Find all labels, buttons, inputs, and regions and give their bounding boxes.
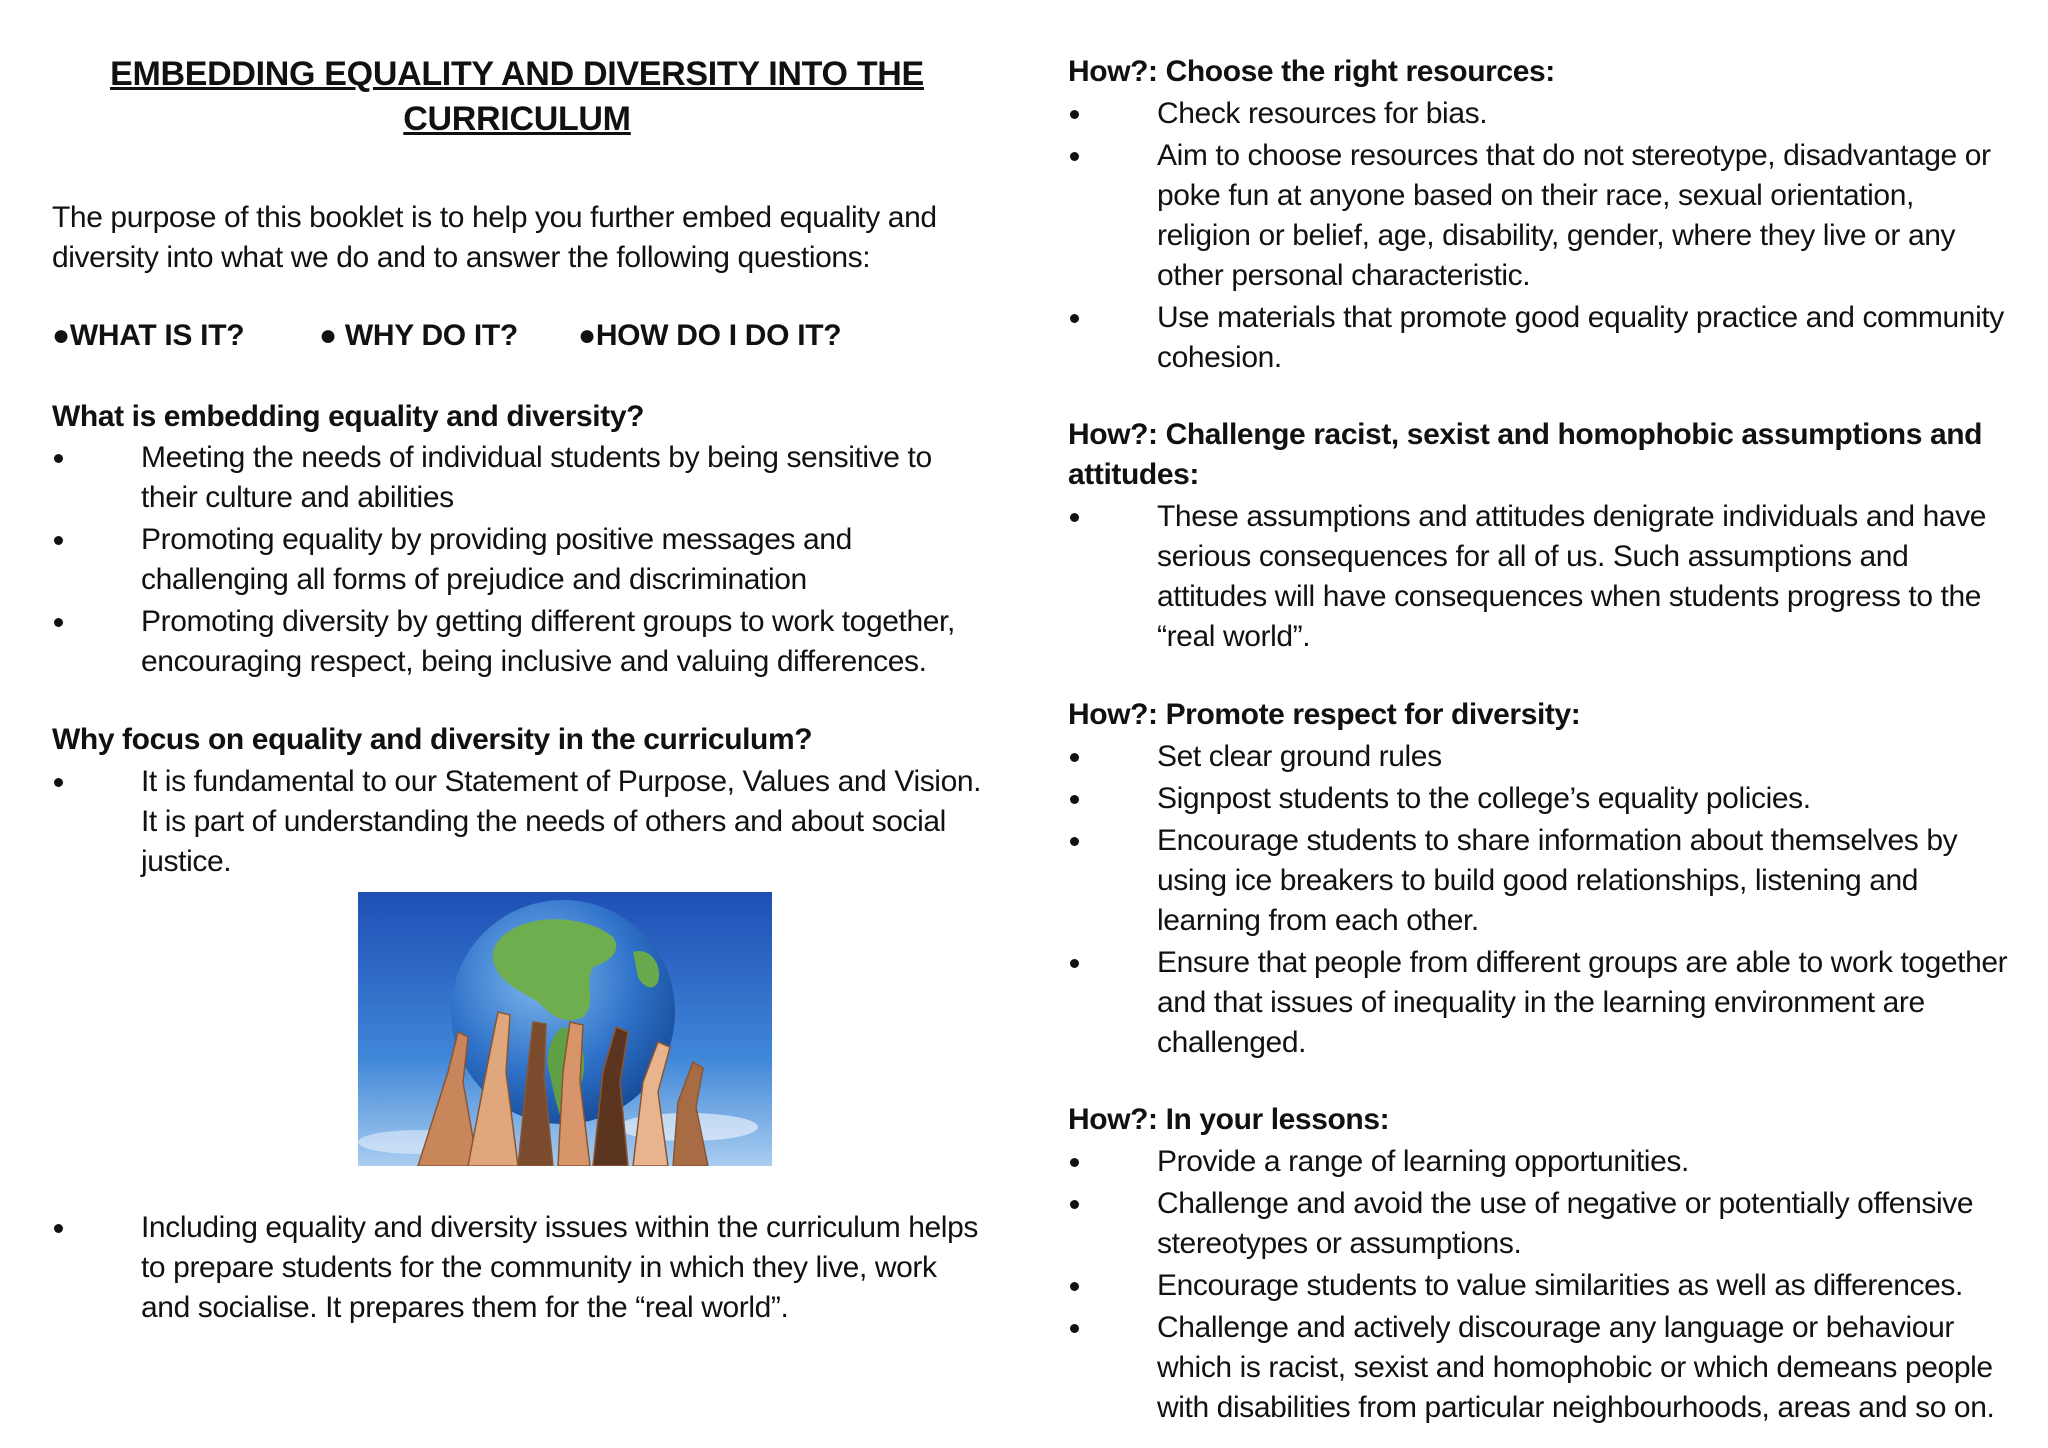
list-item: Challenge and avoid the use of negative or potentially offensive stereotypes or assumptions. [1068,1184,2008,1264]
list-item: Ensure that people from different groups are able to work together and that issues of inequality in the learning environment are challenged. [1068,943,2008,1063]
bullet-icon [54,454,63,463]
bullet-icon [54,618,63,627]
list-item: Promoting equality by providing positive messages and challenging all forms of prejudice and discrimination [52,520,992,600]
list-item: Provide a range of learning opportunities. [1068,1142,2008,1182]
list-item: Check resources for bias. [1068,94,2008,134]
respect-list [1068,737,2008,1065]
bullet-icon [1070,753,1079,762]
list-item: These assumptions and attitudes denigrate individuals and have serious consequences for all of us. Such assumptions and attitudes will have consequences when students progress to the “real world”. [1068,497,2008,657]
question-what: ●WHAT IS IT? [52,319,245,352]
why-heading: Why focus on equality and diversity in the curriculum? [52,723,813,756]
lessons-list [1068,1142,2008,1430]
challenge-heading: How?: Challenge racist, sexist and homophobic assumptions and attitudes: [1068,418,1983,491]
bullet-icon [1070,314,1079,323]
list-item: Signpost students to the college’s equality policies. [1068,779,2008,819]
bullet-icon [1070,1158,1079,1167]
list-item: It is fundamental to our Statement of Purpose, Values and Vision. It is part of understanding the needs of others and about social justice. [52,762,982,882]
list-item: Encourage students to share information about themselves by using ice breakers to build good relationships, listening and learning from each other. [1068,821,2008,941]
resources-heading: How?: Choose the right resources: [1068,55,1555,88]
why-list [52,762,982,884]
bullet-icon [1070,1324,1079,1333]
bullet-icon [1070,1200,1079,1209]
bullet-icon [1070,959,1079,968]
list-item: Set clear ground rules [1068,737,2008,777]
list-item: Encourage students to value similarities as well as differences. [1068,1266,2008,1306]
what-list [52,438,992,684]
intro-paragraph: The purpose of this booklet is to help you further embed equality and diversity into what we do and to answer the following questions: [52,201,937,274]
bullet-icon [54,1224,63,1233]
bullet-icon [1070,837,1079,846]
bullet-icon [1070,152,1079,161]
list-item: Use materials that promote good equality practice and community cohesion. [1068,298,2008,378]
bullet-icon [1070,513,1079,522]
resources-list [1068,94,2008,380]
bullet-icon [54,536,63,545]
list-item: Challenge and actively discourage any language or behaviour which is racist, sexist and homophobic or which demeans people with disabilities from particular neighbourhoods, areas and so on. [1068,1308,2008,1428]
question-why: ● WHY DO IT? [319,319,518,352]
bullet-icon [1070,110,1079,119]
respect-heading: How?: Promote respect for diversity: [1068,698,1581,731]
list-item: Aim to choose resources that do not stereotype, disadvantage or poke fun at anyone based on their race, sexual orientation, religion or belief, age, disability, gender, where they live or any other personal characteristic. [1068,136,2008,296]
bullet-icon [1070,795,1079,804]
page-title: EMBEDDING EQUALITY AND DIVERSITY INTO THE CURRICULUM [110,55,924,138]
what-heading: What is embedding equality and diversity? [52,400,645,433]
question-how: ●HOW DO I DO IT? [578,319,842,352]
challenge-list [1068,497,2008,659]
lessons-heading: How?: In your lessons: [1068,1103,1390,1136]
list-item: Including equality and diversity issues within the curriculum helps to prepare students for the community in which they live, work and socialise. It prepares them for the “real world”. [52,1208,982,1328]
list-item: Promoting diversity by getting different groups to work together, encouraging respect, being inclusive and valuing differences. [52,602,992,682]
bullet-icon [54,778,63,787]
why-list-continued [52,1208,982,1330]
bullet-icon [1070,1282,1079,1291]
globe-held-by-hands-image [358,892,772,1166]
list-item: Meeting the needs of individual students by being sensitive to their culture and abilities [52,438,992,518]
